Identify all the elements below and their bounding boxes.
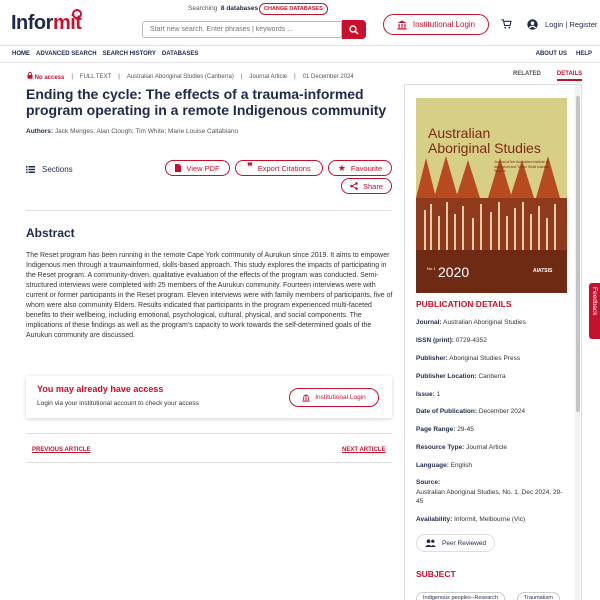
detail-issue [416, 391, 440, 398]
article-meta [27, 72, 354, 81]
change-databases-button[interactable]: CHANGE DATABASES [259, 3, 328, 15]
institutional-login-button[interactable] [383, 14, 489, 35]
cover-title-line2: Aboriginal Studies [428, 140, 541, 156]
nav-left [12, 51, 198, 57]
databases-count[interactable]: 8 databases [220, 5, 259, 12]
access-status-label: No access [34, 75, 65, 81]
meta-sep: | [294, 73, 296, 80]
detail-label: Availability: [416, 516, 453, 523]
user-icon[interactable] [527, 19, 538, 32]
peer-reviewed-label: Peer Reviewed [442, 539, 487, 547]
logo-main: Infor [11, 12, 53, 34]
star-icon: ★ [337, 162, 346, 173]
access-status [27, 72, 64, 81]
detail-label: ISSN (print): [416, 337, 454, 344]
cover-subtitle: Journal of the Australian Institute of Aboriginal and Torres Strait Islander Studies [494, 160, 550, 173]
authors-line [26, 128, 238, 135]
cart-icon[interactable] [501, 19, 512, 31]
institution-icon [397, 20, 407, 30]
previous-article-link[interactable]: PREVIOUS ARTICLE [32, 447, 91, 453]
meta-journal[interactable]: Australian Aboriginal Studies (Canberra) [126, 73, 234, 80]
searching-label [188, 5, 258, 12]
divider [26, 462, 392, 463]
detail-label: Journal: [416, 319, 442, 326]
panel-scrollbar-thumb[interactable] [576, 96, 580, 412]
export-citations-label: Export Citations [257, 163, 311, 173]
detail-label: Page Range: [416, 426, 456, 433]
detail-label: Publisher: [416, 355, 448, 362]
institution-icon [302, 394, 310, 402]
detail-publisher-location [416, 373, 506, 380]
logo-ring-icon [72, 9, 82, 19]
nav-search-history[interactable]: SEARCH HISTORY [102, 51, 156, 57]
meta-full-text: FULL TEXT [79, 73, 112, 80]
search-input[interactable] [142, 21, 342, 38]
detail-value: English [450, 462, 473, 469]
search-icon [349, 25, 359, 35]
detail-value: 29-45 [457, 426, 474, 433]
abstract-heading: Abstract [26, 226, 75, 240]
main-navbar [0, 45, 600, 63]
nav-advanced-search[interactable]: ADVANCED SEARCH [36, 51, 97, 57]
quote-icon: ❞ [247, 162, 253, 173]
divider [26, 433, 392, 434]
nav-right [536, 51, 592, 57]
detail-issn [416, 337, 487, 344]
detail-value: 0729-4352 [455, 337, 487, 344]
meta-sep: | [240, 73, 243, 80]
detail-value: Journal Article [466, 444, 507, 451]
detail-label: Source: [416, 479, 441, 486]
detail-page-range [416, 426, 474, 433]
favourite-label: Favourite [350, 163, 383, 173]
detail-availability [416, 516, 525, 523]
detail-label: Issue: [416, 391, 435, 398]
access-login-label: Institutional Login [315, 394, 366, 401]
detail-label: Resource Type: [416, 444, 465, 451]
nav-help[interactable]: HELP [575, 51, 592, 57]
tab-related[interactable]: RELATED [513, 71, 541, 77]
journal-cover-image[interactable] [416, 98, 567, 293]
subject-chip[interactable]: Traumatism [517, 592, 560, 600]
view-pdf-button[interactable] [165, 160, 230, 176]
search-button[interactable] [342, 20, 366, 39]
cover-year: 2020 [438, 264, 470, 280]
detail-value: December 2024 [478, 408, 526, 415]
detail-value: Australian Aboriginal Studies [443, 319, 526, 326]
searching-prefix: Searching [188, 5, 218, 12]
logo-accent: mit [52, 12, 82, 34]
detail-journal [416, 319, 526, 326]
cover-title-line1: Australian [428, 125, 491, 141]
view-pdf-label: View PDF [186, 163, 220, 173]
detail-value: Aboriginal Studies Press [449, 355, 521, 362]
detail-label: Language: [416, 462, 449, 469]
subject-chip[interactable]: Indigenous peoples--Research [416, 592, 505, 600]
lock-icon [27, 72, 33, 79]
access-text: Login via your institutional account to check your access [37, 400, 199, 407]
login-links [545, 20, 597, 29]
publication-details-heading: PUBLICATION DETAILS [416, 299, 512, 309]
list-icon [26, 166, 35, 173]
share-label: Share [362, 181, 383, 191]
authors-label: Authors: [26, 128, 54, 135]
nav-databases[interactable]: DATABASES [161, 51, 199, 57]
detail-publisher [416, 355, 520, 362]
nav-home[interactable]: HOME [12, 51, 30, 57]
cover-publisher-logo: AIATSIS [533, 268, 553, 274]
feedback-tab[interactable] [589, 283, 600, 339]
share-button[interactable] [341, 178, 392, 194]
informit-logo[interactable] [11, 12, 81, 35]
meta-sep: | [71, 73, 73, 80]
detail-value: Canberra [478, 373, 506, 380]
login-separator: | [565, 20, 568, 29]
next-article-link[interactable]: NEXT ARTICLE [342, 447, 386, 453]
nav-about-us[interactable]: ABOUT US [535, 51, 567, 57]
detail-label: Date of Publication: [416, 408, 478, 415]
detail-resource-type [416, 444, 507, 451]
institutional-login-label: Institutional Login [412, 20, 476, 29]
register-link[interactable]: Register [569, 20, 598, 29]
access-heading: You may already have access [37, 384, 164, 394]
share-icon [350, 182, 358, 190]
meta-type: Journal Article [249, 73, 288, 80]
access-institutional-login-button[interactable] [289, 388, 379, 407]
tab-details[interactable]: DETAILS [557, 71, 582, 81]
panel-tabs [513, 71, 582, 81]
details-panel [404, 84, 582, 600]
pdf-file-icon [175, 164, 181, 172]
feedback-label: Feedback [591, 287, 598, 316]
export-citations-button[interactable] [235, 160, 323, 176]
sections-label: Sections [42, 165, 73, 174]
detail-source-label [416, 479, 440, 486]
login-link[interactable]: Login [545, 20, 564, 29]
detail-value: 1 [436, 391, 441, 398]
detail-date [416, 408, 525, 415]
sections-toggle[interactable] [26, 165, 73, 174]
divider [26, 210, 392, 211]
peer-reviewed-badge [416, 534, 495, 552]
detail-source-value: Australian Aboriginal Studies, No. 1, Dec 2024, 29-45 [416, 489, 563, 505]
article-title: Ending the cycle: The effects of a trauma-informed program operating in a remote Indigenous community [26, 86, 387, 118]
detail-language [416, 462, 472, 469]
cover-title [428, 126, 541, 156]
authors-names[interactable]: Jack Menges; Alan Clough; Tim White; Marie Louise Caltabiano [54, 128, 239, 135]
meta-date: 01 December 2024 [302, 73, 354, 80]
subject-heading: SUBJECT [416, 569, 456, 579]
detail-value: Informit, Melbourne (Vic) [454, 516, 526, 523]
meta-sep: | [118, 73, 120, 80]
people-icon [425, 539, 436, 547]
abstract-text: The Reset program has been running in the remote Cape York community of Aurukun since 2019. It aims to empower Indigenous men through a traumainformed, skills-based approach. This study explores the impacts of participating in the Reset program. A community-driven, qualitative evaluation of the effects of the program was conducted. Semi-structured interviews were completed with 25 members of the Aurukun community. Fourteen interviews were with current or former participants in the Reset program. Eleven interviews were with family members of participants, five of whom were also community Elders. Results indicated that participants in the program experienced multi-faceted benefits to their wellbeing, including emotional, psychological, cultural, physical, and social components. The implications of these findings as well as the program's capacity to work towards the self-determined goals of the Aurukun community are discussed. [26, 252, 393, 339]
detail-label: Publisher Location: [416, 373, 477, 380]
favourite-button[interactable] [328, 160, 392, 176]
cover-volume: No.1 [427, 266, 436, 271]
access-box [26, 376, 392, 418]
